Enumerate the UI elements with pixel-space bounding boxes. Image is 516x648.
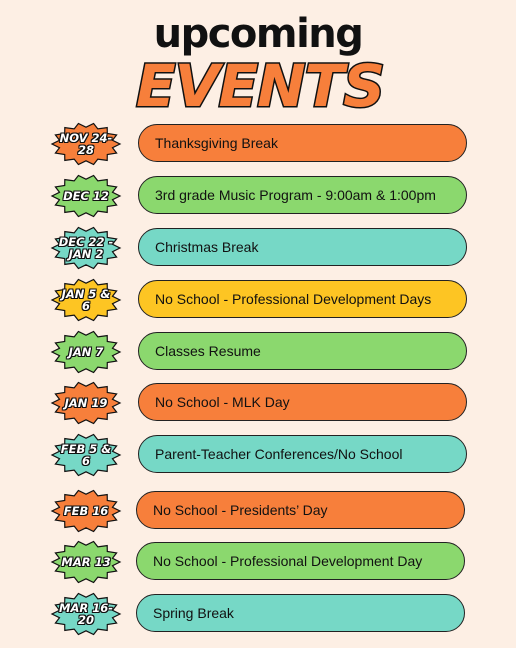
date-badge <box>50 540 122 584</box>
date-label: FEB 16 <box>63 504 109 518</box>
event-pill <box>136 491 465 529</box>
event-label: Christmas Break <box>155 239 259 255</box>
event-pill <box>138 228 467 266</box>
date-badge <box>50 174 122 218</box>
date-label: MAR 16-20 <box>59 601 113 627</box>
event-label: Thanksgiving Break <box>155 135 278 151</box>
event-label: No School - Professional Development Days <box>155 291 432 307</box>
title-upcoming: upcoming <box>153 11 363 57</box>
date-label: DEC 12 <box>63 189 109 203</box>
date-label: DEC 22 - JAN 2 <box>58 235 114 261</box>
event-pill <box>138 332 467 370</box>
event-row <box>0 592 516 636</box>
date-badge <box>50 278 122 322</box>
event-label: No School - MLK Day <box>155 394 290 410</box>
event-row <box>0 433 516 477</box>
event-row <box>0 278 516 322</box>
event-pill <box>136 594 465 632</box>
date-label: MAR 13 <box>61 555 111 569</box>
event-row <box>0 540 516 584</box>
date-badge <box>50 433 122 477</box>
event-label: No School - Presidents’ Day <box>153 502 328 518</box>
date-badge <box>50 226 122 270</box>
event-pill <box>138 124 467 162</box>
date-label: JAN 19 <box>64 396 108 410</box>
event-row <box>0 226 516 270</box>
date-label: FEB 5 & 6 <box>60 442 112 468</box>
event-label: Parent-Teacher Conferences/No School <box>155 446 403 462</box>
date-badge <box>50 381 122 425</box>
date-badge <box>50 122 122 166</box>
date-badge <box>50 592 122 636</box>
event-label: No School - Professional Development Day <box>153 553 423 569</box>
date-label: NOV 24-28 <box>59 131 113 157</box>
event-row <box>0 330 516 374</box>
date-badge <box>50 489 122 533</box>
event-pill <box>138 435 467 473</box>
title-events: EVENTS <box>135 52 385 120</box>
event-pill <box>138 280 467 318</box>
event-row <box>0 381 516 425</box>
event-label: Classes Resume <box>155 343 261 359</box>
event-label: 3rd grade Music Program - 9:00am & 1:00pm <box>155 187 436 203</box>
event-row <box>0 174 516 218</box>
event-row <box>0 122 516 166</box>
date-badge <box>50 330 122 374</box>
event-label: Spring Break <box>153 605 234 621</box>
event-row <box>0 489 516 533</box>
event-pill <box>138 176 467 214</box>
event-pill <box>136 542 465 580</box>
date-label: JAN 7 <box>68 345 104 359</box>
date-label: JAN 5 & 6 <box>61 287 111 313</box>
event-pill <box>138 383 467 421</box>
